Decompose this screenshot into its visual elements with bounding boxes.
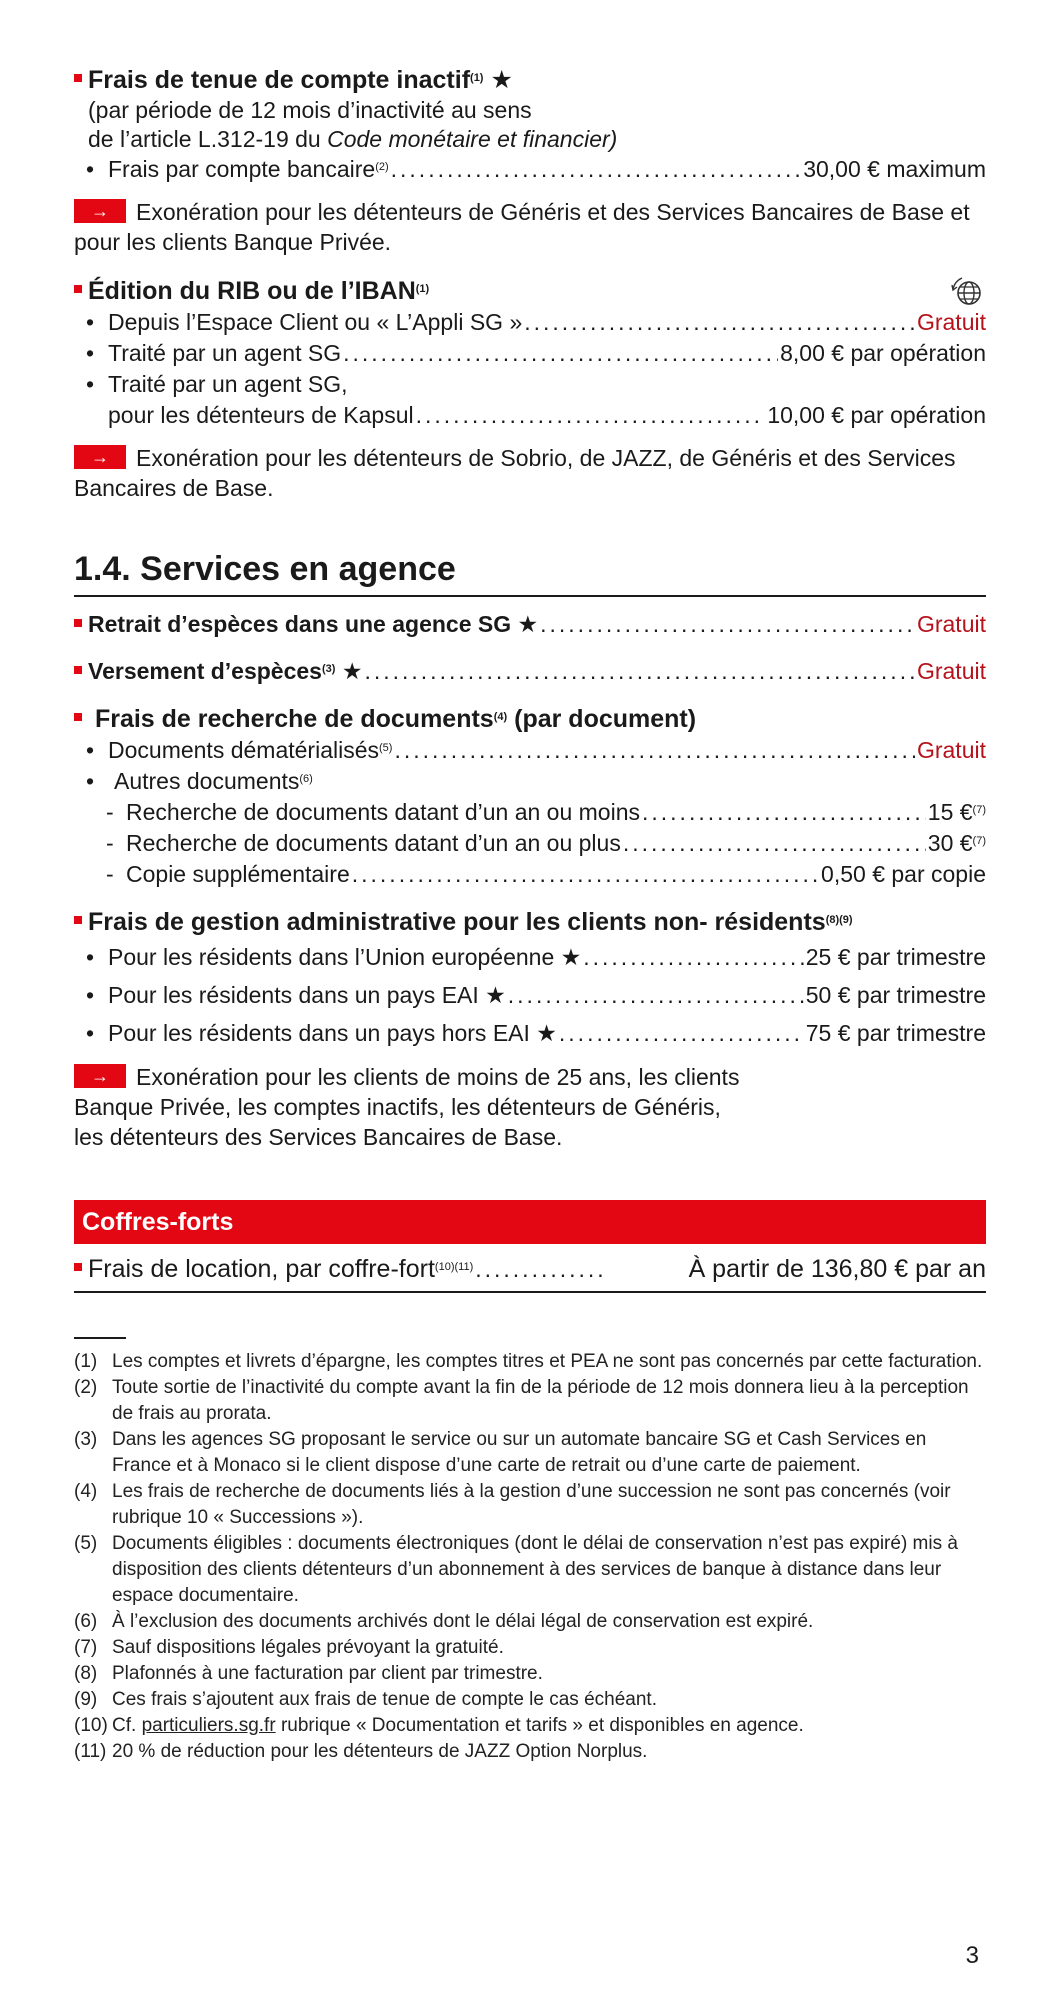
- dot-leader: [394, 735, 915, 766]
- gestion-item: • Pour les résidents dans un pays hors EAI ★ ..... 75 € par trimestre: [74, 1014, 986, 1052]
- arrow-right-icon: →: [74, 445, 126, 469]
- footnote: (9) Ces frais s’ajoutent aux frais de tenue de compte le cas échéant.: [74, 1689, 657, 1710]
- arrow-right-icon: →: [74, 1064, 126, 1088]
- recherche-title: Frais de recherche de documents$^{(4)}$ (par document): [74, 703, 986, 735]
- dot-leader: [352, 859, 819, 890]
- footnote: (2) Toute sortie de l’inactivité du compte avant la fin de la période de 12 mois donnera lieu à la perception de frais au prorata.: [74, 1377, 969, 1424]
- inactif-title: Frais de tenue de compte inactif$^{(1)}$ ★: [74, 64, 986, 96]
- footnotes: [74, 1349, 986, 1765]
- page-number: 3: [965, 1942, 979, 1969]
- footnote: (3) Dans les agences SG proposant le service ou sur un automate bancaire SG et Cash Services en France et à Monaco si le client dispose d’une carte de retrait ou d’une carte de paiement.: [74, 1429, 927, 1476]
- gestion-item: • Pour les résidents dans l’Union européenne ★ ..... 25 € par trimestre: [74, 938, 986, 976]
- section-title: 1.4. Services en agence: [74, 547, 986, 597]
- footnote: (6) À l’exclusion des documents archivés dont le délai légal de conservation est expiré.: [74, 1611, 814, 1632]
- retrait-row: Retrait d’espèces dans une agence SG ★ ..... Gratuit: [74, 609, 986, 640]
- recherche-autres: • Autres documents$^{(6)}$: [86, 768, 313, 794]
- inactif-block: [74, 64, 986, 257]
- footnote: (7) Sauf dispositions légales prévoyant la gratuité.: [74, 1637, 504, 1658]
- gestion-item: • Pour les résidents dans un pays EAI ★ ..... 50 € par trimestre: [74, 976, 986, 1014]
- gestion-block: [74, 906, 986, 1152]
- coffre-row: Frais de location, par coffre-fort$^{(10)(11)}$ ..... À partir de 136,80 € par an: [74, 1254, 986, 1293]
- red-square-bullet: [74, 285, 82, 293]
- rib-item-kapsul-2: pour les détenteurs de Kapsul ..... 10,00 € par opération: [74, 400, 986, 431]
- inactif-desc-2: de l’article L.312-19 du Code monétaire et financier): [88, 126, 618, 152]
- dot-leader: [524, 307, 915, 338]
- globe-icon: [950, 275, 986, 311]
- footnote: (5) Documents éligibles : documents électroniques (dont le délai de conservation n’est pas expiré) mis à disposition des clients détenteurs d’un abonnement à des services de banque à distance dans leur espace documentaire.: [74, 1533, 958, 1606]
- dot-leader: [583, 938, 804, 976]
- bullet-dot: •: [86, 156, 95, 182]
- recherche-sub-item: - Copie supplémentaire ..... 0,50 € par copie: [74, 859, 986, 890]
- footnote: (8) Plafonnés à une facturation par client par trimestre.: [74, 1663, 543, 1684]
- red-square-bullet: [74, 619, 82, 627]
- arrow-right-icon: →: [74, 199, 126, 223]
- rib-exoneration: → Exonération pour les détenteurs de Sobrio, de JAZZ, de Généris et des Services Bancaires de Base.: [74, 445, 956, 501]
- red-square-bullet: [74, 74, 82, 82]
- red-square-bullet: [74, 1263, 82, 1271]
- star-icon: ★: [490, 66, 513, 94]
- gestion-title: Frais de gestion administrative pour les clients non- résidents$^{(8)(9)}$: [74, 906, 986, 938]
- dot-leader: [559, 1014, 804, 1052]
- footnote: (11) 20 % de réduction pour les détenteurs de JAZZ Option Norplus.: [74, 1741, 648, 1762]
- red-square-bullet: [74, 713, 82, 721]
- sg-website-link[interactable]: particuliers.sg.fr: [141, 1715, 276, 1736]
- footnote: (10) Cf. particuliers.sg.fr rubrique « Documentation et tarifs » et disponibles en agence.: [74, 1715, 804, 1736]
- red-square-bullet: [74, 916, 82, 924]
- rib-item-agent: • Traité par un agent SG ..... 8,00 € par opération: [74, 338, 986, 369]
- recherche-sub-item: - Recherche de documents datant d’un an ou plus ..... 30 €$^{(7)}$: [74, 828, 986, 859]
- recherche-dematerialises: • Documents dématérialisés$^{(5)}$ ..... Gratuit: [74, 735, 986, 766]
- dot-leader: [623, 828, 926, 859]
- inactif-item: • Frais par compte bancaire$^{(2)}$ ..... 30,00 € maximum: [74, 154, 986, 185]
- inactif-exoneration: → Exonération pour les détenteurs de Généris et des Services Bancaires de Base et pour les clients Banque Privée.: [74, 199, 970, 255]
- rib-item-kapsul-1: • Traité par un agent SG,: [86, 371, 348, 397]
- footnote-rule: [74, 1337, 126, 1339]
- red-square-bullet: [74, 666, 82, 674]
- gestion-exoneration: → Exonération pour les clients de moins de 25 ans, les clients Banque Privée, les comptes inactifs, les détenteurs de Généris, les détenteurs des Services Bancaires de Base.: [74, 1064, 740, 1150]
- dot-leader: [391, 154, 802, 185]
- dot-leader: [343, 338, 778, 369]
- recherche-block: [74, 703, 986, 890]
- dot-leader: [416, 400, 766, 431]
- footnote: (1) Les comptes et livrets d’épargne, les comptes titres et PEA ne sont pas concernés par cette facturation.: [74, 1351, 983, 1372]
- content: [74, 64, 986, 1765]
- dot-leader: [642, 797, 926, 828]
- versement-row: Versement d’espèces$^{(3)}$ ★ ..... Gratuit: [74, 656, 986, 687]
- footnote: (4) Les frais de recherche de documents liés à la gestion d’une succession ne sont pas concernés (voir rubrique 10 « Successions »).: [74, 1481, 951, 1528]
- inactif-desc-1: (par période de 12 mois d’inactivité au sens: [88, 97, 532, 123]
- dot-leader: [475, 1254, 605, 1285]
- rib-block: [74, 275, 986, 503]
- dot-leader: [364, 656, 915, 687]
- rib-item-espace-client: • Depuis l’Espace Client ou « L’Appli SG » ..... Gratuit: [74, 307, 986, 338]
- recherche-sub-item: - Recherche de documents datant d’un an ou moins ..... 15 €$^{(7)}$: [74, 797, 986, 828]
- coffres-band: Coffres-forts: [74, 1200, 986, 1244]
- rib-title: Édition du RIB ou de l’IBAN$^{(1)}$: [74, 275, 986, 307]
- dot-leader: [508, 976, 804, 1014]
- dot-leader: [540, 609, 915, 640]
